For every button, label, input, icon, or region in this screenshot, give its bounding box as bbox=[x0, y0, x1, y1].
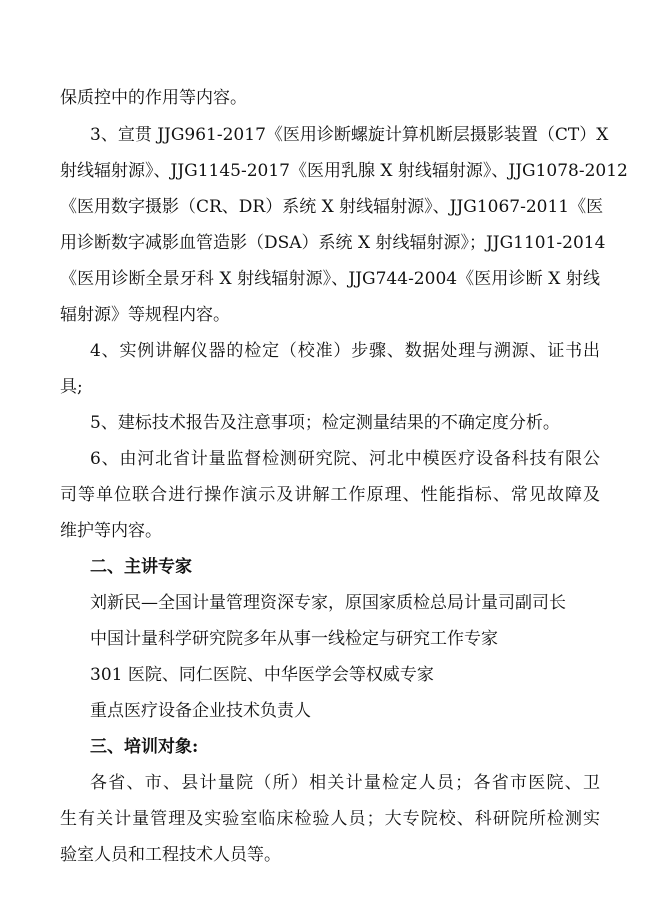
section-heading-trainees: 三、培训对象: bbox=[90, 737, 199, 757]
text-line-12: 司等单位联合进行操作演示及讲解工作原理、性能指标、常见故障及 bbox=[60, 485, 600, 505]
text-line-6: 《医用诊断全景牙科 X 射线辐射源》、JJG744-2004《医用诊断 X 射线 bbox=[60, 269, 600, 289]
expert-line-1: 刘新民—全国计量管理资深专家，原国家质检总局计量司副司长 bbox=[90, 593, 566, 613]
text-line-3: 射线辐射源》、JJG1145-2017《医用乳腺 X 射线辐射源》、JJG1078-2012 bbox=[60, 161, 628, 181]
text-line-5: 用诊断数字减影血管造影（DSA）系统 X 射线辐射源》；JJG1101-2014 bbox=[60, 233, 606, 253]
text-line-7: 辐射源》等规程内容。 bbox=[60, 305, 230, 325]
expert-line-3: 301 医院、同仁医院、中华医学会等权威专家 bbox=[90, 665, 434, 685]
section-heading-experts: 二、主讲专家 bbox=[90, 557, 192, 577]
text-line-13: 维护等内容。 bbox=[60, 521, 162, 541]
text-line-11: 6、由河北省计量监督检测研究院、河北中模医疗设备科技有限公 bbox=[90, 449, 600, 469]
text-line-1: 保质控中的作用等内容。 bbox=[60, 88, 247, 108]
expert-line-2: 中国计量科学研究院多年从事一线检定与研究工作专家 bbox=[90, 629, 498, 649]
text-line-8: 4、实例讲解仪器的检定（校准）步骤、数据处理与溯源、证书出 bbox=[90, 341, 600, 361]
text-line-9: 具; bbox=[60, 377, 83, 397]
text-line-2: 3、宣贯 JJG961-2017《医用诊断螺旋计算机断层摄影装置（CT）X bbox=[90, 125, 609, 145]
trainee-line-2: 生有关计量管理及实验室临床检验人员；大专院校、科研院所检测实 bbox=[60, 809, 600, 829]
expert-line-4: 重点医疗设备企业技术负责人 bbox=[90, 701, 311, 721]
trainee-line-3: 验室人员和工程技术人员等。 bbox=[60, 845, 281, 865]
text-line-4: 《医用数字摄影（CR、DR）系统 X 射线辐射源》、JJG1067-2011《医 bbox=[60, 197, 604, 217]
trainee-line-1: 各省、市、县计量院（所）相关计量检定人员；各省市医院、卫 bbox=[90, 773, 600, 793]
text-line-10: 5、建标技术报告及注意事项；检定测量结果的不确定度分析。 bbox=[90, 413, 560, 433]
